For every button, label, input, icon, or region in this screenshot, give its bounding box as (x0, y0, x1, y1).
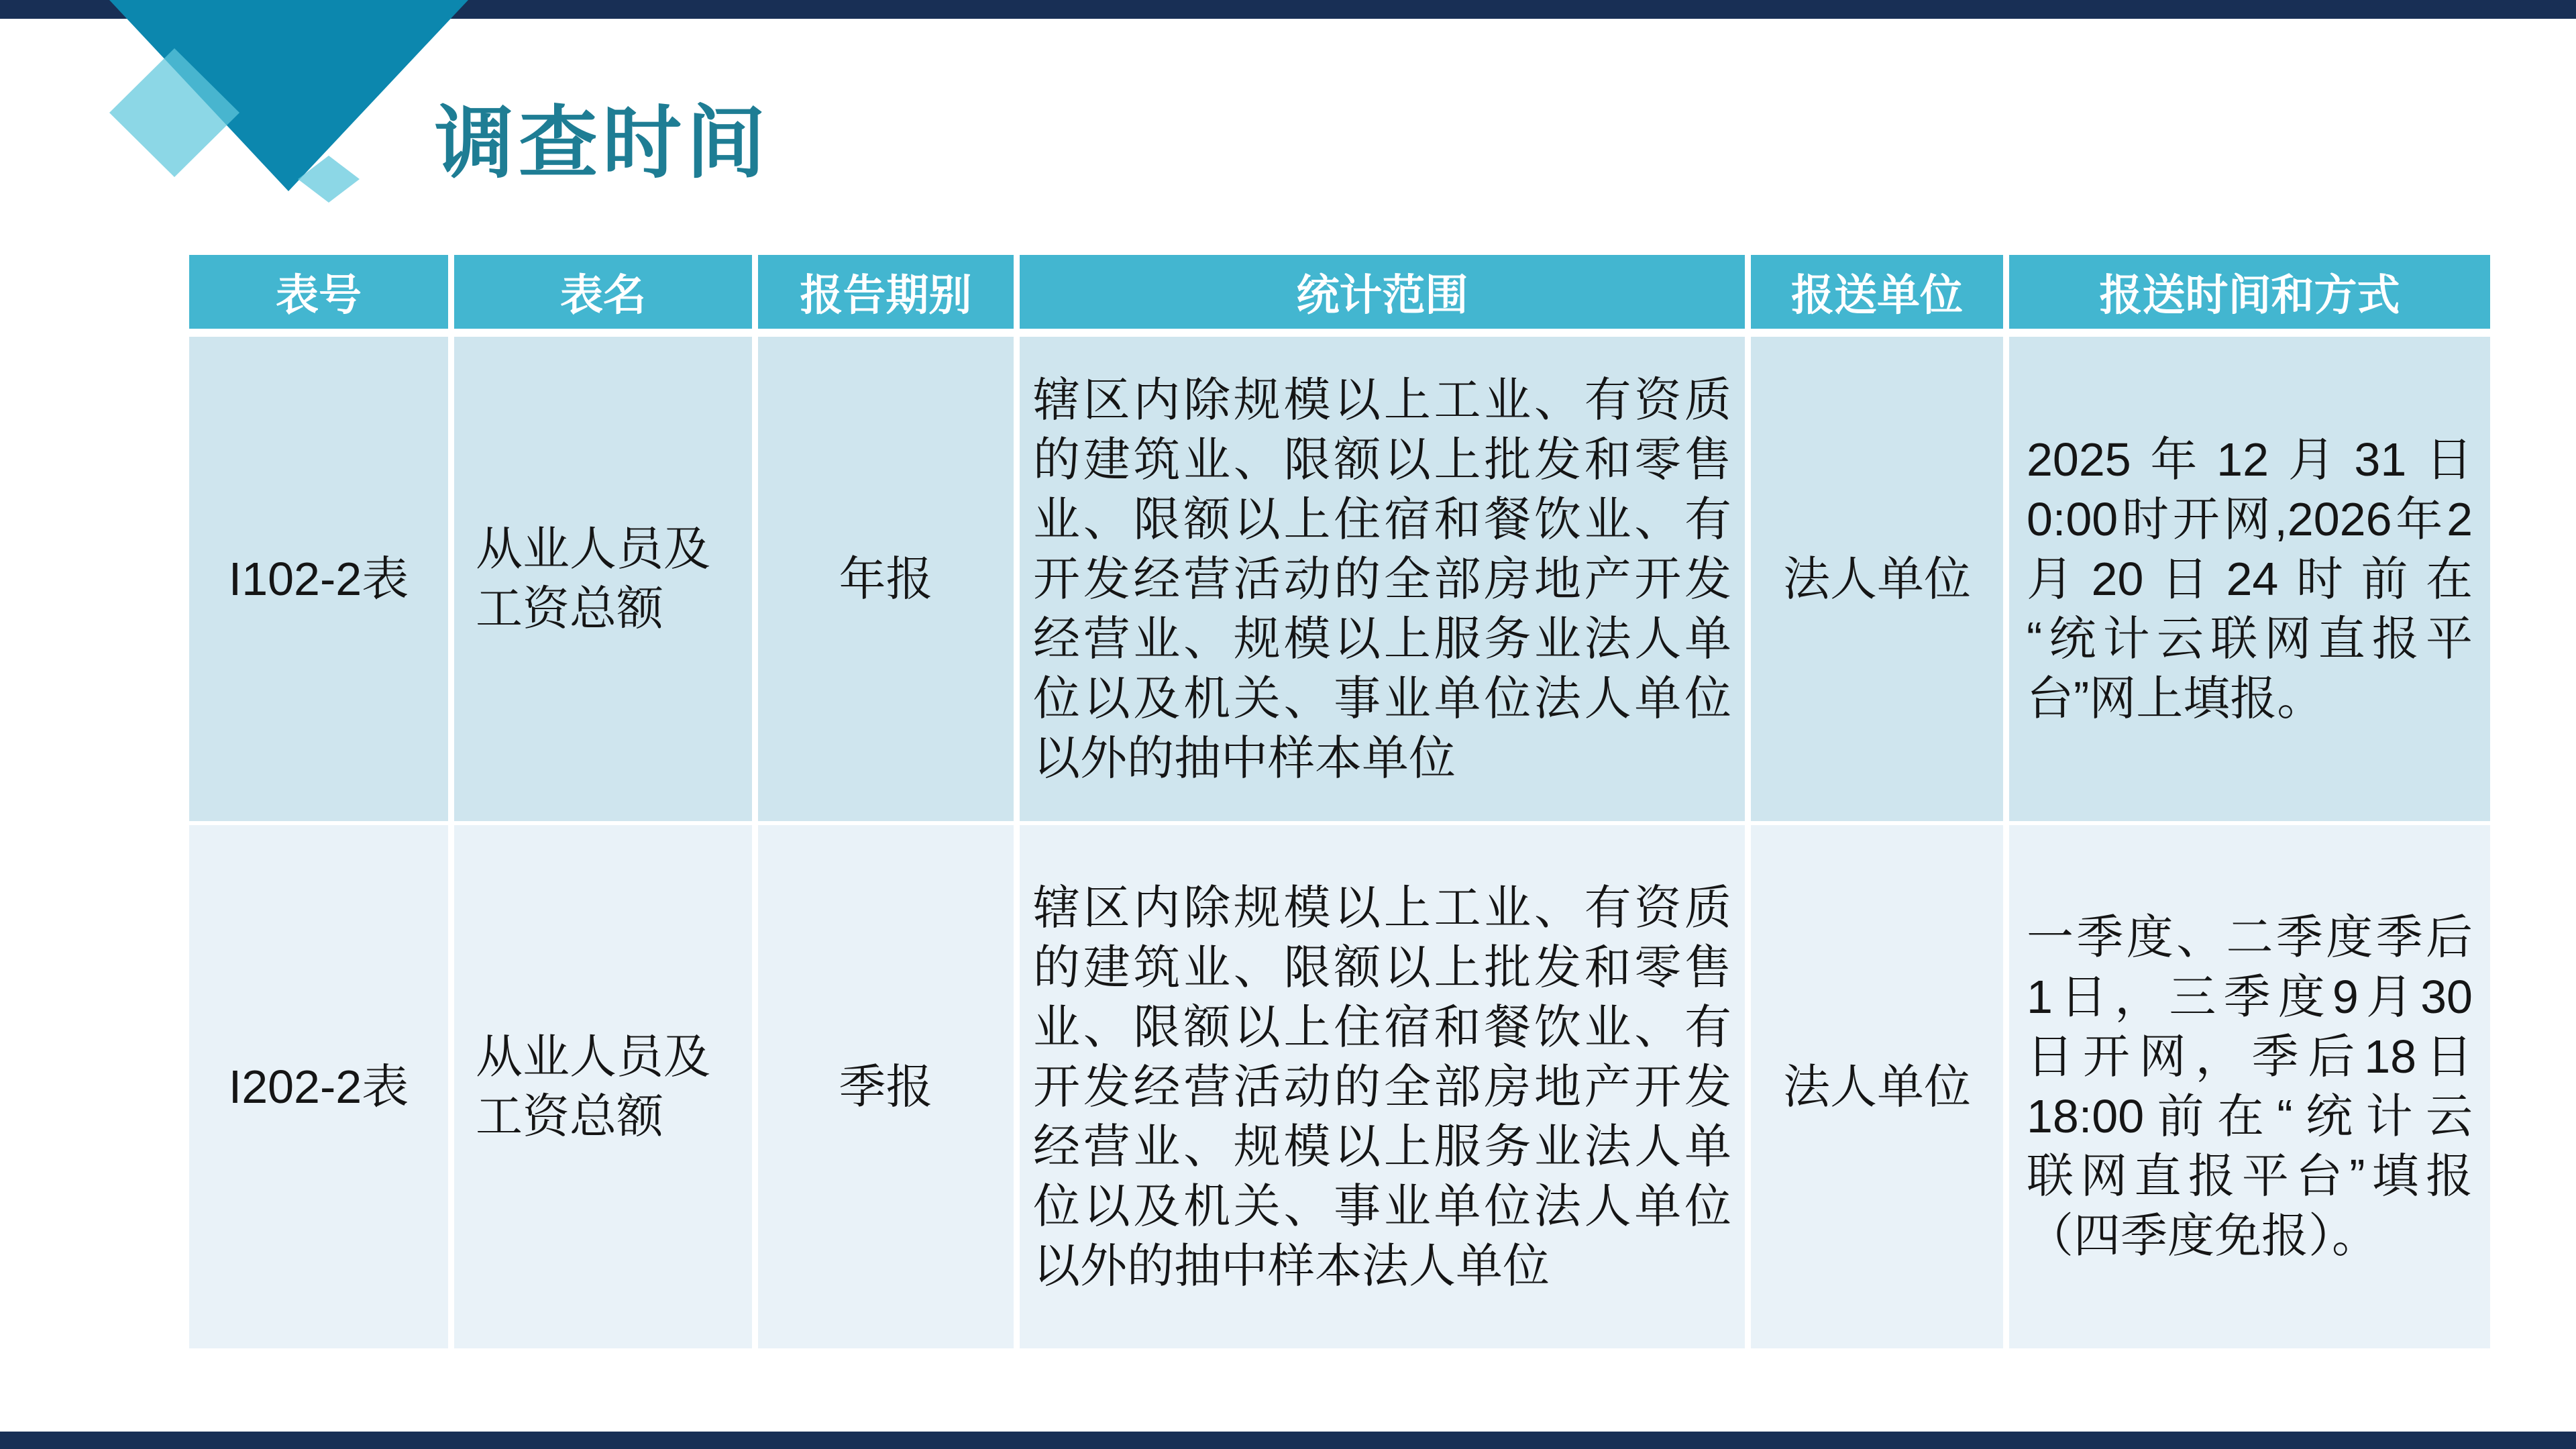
column-header-form-name: 表名 (454, 255, 752, 329)
cell-unit: 法人单位 (1751, 337, 2003, 821)
table-row (189, 337, 2490, 821)
cell-form-no: I102-2表 (189, 337, 448, 821)
cell-scope: 辖区内除规模以上工业、有资质 的建筑业、限额以上批发和零售 业、限额以上住宿和餐饮业、有 开发经营活动的全部房地产开发 经营业、规模以上服务业法人单 位以及机关、事业单位法人单位 以外的抽中样本单位 (1020, 337, 1745, 821)
column-header-time-method: 报送时间和方式 (2009, 255, 2490, 329)
column-header-form-no: 表号 (189, 255, 448, 329)
table-header-row (189, 255, 2490, 329)
column-header-unit: 报送单位 (1751, 255, 2003, 329)
column-header-scope: 统计范围 (1020, 255, 1745, 329)
cell-unit: 法人单位 (1751, 825, 2003, 1348)
cell-time-method: 一季度、二季度季后 1日，三季度9月30 日开网，季后18日 18:00前在“统计云 联网直报平台”填报 （四季度免报）。 (2009, 825, 2490, 1348)
cell-form-no: I202-2表 (189, 825, 448, 1348)
cell-period: 季报 (758, 825, 1014, 1348)
cell-form-name: 从业人员及 工资总额 (454, 337, 752, 821)
column-header-period: 报告期别 (758, 255, 1014, 329)
table-row (189, 825, 2490, 1348)
cell-period: 年报 (758, 337, 1014, 821)
cell-time-method: 2025年12月31日 0:00时开网,2026年2 月20日24时前在 “统计云联网直报平 台”网上填报。 (2009, 337, 2490, 821)
bottom-bar (0, 1432, 2576, 1449)
cell-form-name: 从业人员及 工资总额 (454, 825, 752, 1348)
schedule-table (189, 255, 2490, 1348)
triangle-decoration (0, 0, 470, 192)
cell-scope: 辖区内除规模以上工业、有资质 的建筑业、限额以上批发和零售 业、限额以上住宿和餐饮业、有 开发经营活动的全部房地产开发 经营业、规模以上服务业法人单 位以及机关、事业单位法人单位 以外的抽中样本法人单位 (1020, 825, 1745, 1348)
page-title: 调查时间 (435, 99, 771, 188)
